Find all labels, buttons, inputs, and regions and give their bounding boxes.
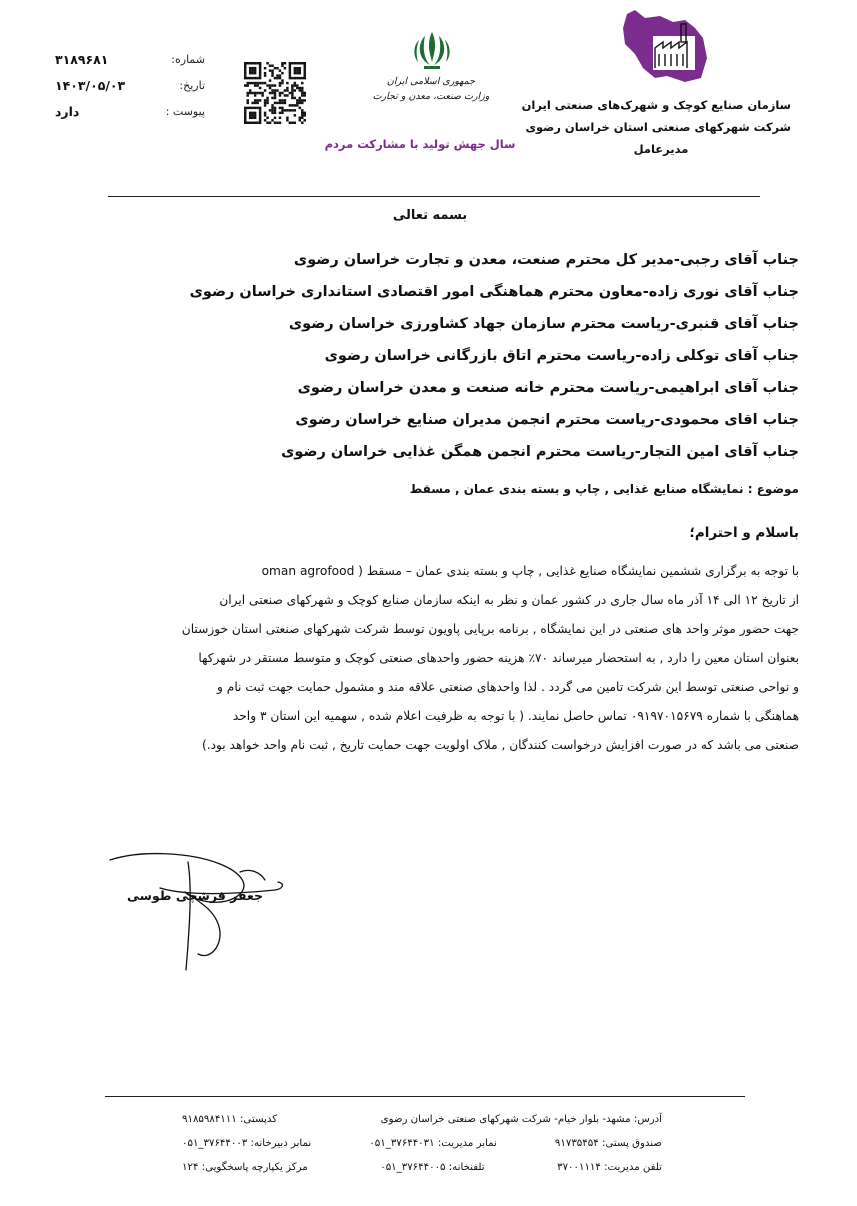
- organization-name-block: [521, 94, 791, 160]
- letter-meta: [55, 46, 205, 124]
- signer-name: جعفر فرشچی طوسی: [127, 888, 263, 903]
- body-line: با توجه به برگزاری ششمین نمایشگاه صنایع غذایی , چاپ و بسته بندی عمان – مسقط ( oman agrofood: [261, 564, 799, 578]
- footer-response-center: مرکز یکپارچه پاسخگویی: ۱۲۴: [182, 1162, 308, 1173]
- footer-po-box: صندوق پستی: ۹۱۷۳۵۴۵۴: [554, 1138, 662, 1149]
- ministry-name-block: [366, 74, 496, 104]
- date-value: ۱۴۰۳/۰۵/۰۳: [55, 77, 126, 93]
- ministry-name: وزارت صنعت، معدن و تجارت: [372, 91, 490, 102]
- footer-contact: [182, 1108, 662, 1180]
- organization-logo: [615, 8, 715, 88]
- footer-manager-fax: نمابر مدیریت: ۳۷۶۴۴۰۳۱_۰۵۱: [369, 1138, 497, 1149]
- body-line: صنعتی می باشد که در صورت افزایش درخواست کنندگان , ملاک اولویت جهت حمایت تاریخ , ثبت نام واحد خواهد بود.): [201, 738, 799, 752]
- letter-attachment-row: [55, 98, 205, 124]
- body-line: بعنوان استان معین را دارد , به استحضار میرساند ۷۰٪ هزینه حضور واحدهای صنعتی کوچک و متوسط مستقر در شهرکها: [198, 651, 799, 665]
- recipient-line: جناب آقای توکلی زاده-ریاست محترم اتاق بازرگانی خراسان رضوی: [324, 348, 799, 364]
- header-divider: [108, 196, 760, 197]
- number-value: ۳۱۸۹۶۸۱: [55, 51, 109, 67]
- footer-row-address: [182, 1108, 662, 1132]
- recipient-line: جناب اقای محمودی-ریاست محترم انجمن مدیران صنایع خراسان رضوی: [295, 412, 799, 428]
- letter-subject: موضوع : نمایشگاه صنایع غذایی , چاپ و بسته بندی عمان , مسقط: [409, 482, 799, 496]
- basmala: بسمه تعالی: [392, 208, 468, 223]
- footer-address: آدرس: مشهد- بلوار خیام- شرکت شهرکهای صنعتی خراسان رضوی: [380, 1114, 662, 1125]
- footer-divider: [105, 1096, 745, 1097]
- letter-greeting: باسلام و احترام؛: [689, 525, 799, 541]
- number-label: شماره:: [171, 52, 205, 66]
- letter-body: [54, 557, 799, 760]
- recipient-line: جناب آقای قنبری-ریاست محترم سازمان جهاد کشاورزی خراسان رضوی: [288, 316, 799, 332]
- attachment-label: پیوست :: [165, 104, 205, 118]
- iran-emblem-icon: [408, 28, 456, 72]
- footer-manager-phone: تلفن مدیریت: ۳۷۰۰۱۱۱۴: [557, 1162, 662, 1173]
- recipients-list: [39, 244, 799, 468]
- footer-secretariat-fax: نمابر دبیرخانه: ۳۷۶۴۴۰۰۳_۰۵۱: [182, 1138, 312, 1149]
- recipient-line: جناب آقای امین التجار-ریاست محترم انجمن همگن غذایی خراسان رضوی: [281, 444, 799, 460]
- recipient-line: جناب آقای ابراهیمی-ریاست محترم خانه صنعت و معدن خراسان رضوی: [297, 380, 799, 396]
- letter-date-row: [55, 72, 205, 98]
- recipient-line: جناب آقای نوری زاده-معاون محترم هماهنگی امور اقتصادی استانداری خراسان رضوی: [189, 284, 799, 300]
- body-line: جهت حضور موثر واحد های صنعتی در این نمایشگاه , برنامه برپایی پاویون توسط شرکت شهرکهای صنعتی استان خوزستان: [181, 622, 799, 636]
- recipient-line: جناب آقای رجبی-مدیر کل محترم صنعت، معدن و تجارت خراسان رضوی: [293, 252, 799, 268]
- body-line: از تاریخ ۱۲ الی ۱۴ آذر ماه سال جاری در کشور عمان و نظر به اینکه سازمان صنایع کوچک و شهرکهای صنعتی ایران: [219, 593, 799, 607]
- handwritten-signature: [100, 842, 300, 977]
- attachment-value: دارد: [55, 103, 80, 119]
- org-name-line: سازمان صنایع کوچک و شهرک‌های صنعتی ایران: [521, 98, 791, 112]
- body-line: هماهنگی با شماره ۰۹۱۹۷۰۱۵۶۷۹ تماس حاصل نمایند. ( با توجه به ظرفیت اعلام شده , سهمیه این استان ۳ واحد: [232, 709, 799, 723]
- letter-number-row: [55, 46, 205, 72]
- position-title: مدیرعامل: [633, 142, 689, 156]
- republic-name: جمهوری اسلامی ایران: [386, 76, 476, 87]
- company-name-line: شرکت شهرکهای صنعتی استان خراسان رضوی: [525, 120, 791, 134]
- footer-row-fax: [182, 1132, 662, 1156]
- footer-row-phone: [182, 1156, 662, 1180]
- footer-postal-code: کدپستی: ۹۱۸۵۹۸۴۱۱۱: [182, 1114, 278, 1125]
- qr-code[interactable]: [244, 62, 306, 124]
- date-label: تاریخ:: [179, 78, 205, 92]
- year-slogan: سال جهش تولید با مشارکت مردم: [324, 137, 516, 151]
- footer-switchboard: تلفنخانه: ۳۷۶۴۴۰۰۵_۰۵۱: [380, 1162, 485, 1173]
- body-line: و نواحی صنعتی توسط این شرکت تامین می گردد . لذا واحدهای صنعتی علاقه مند و مشمول حمایت جهت ثبت نام و: [217, 680, 799, 694]
